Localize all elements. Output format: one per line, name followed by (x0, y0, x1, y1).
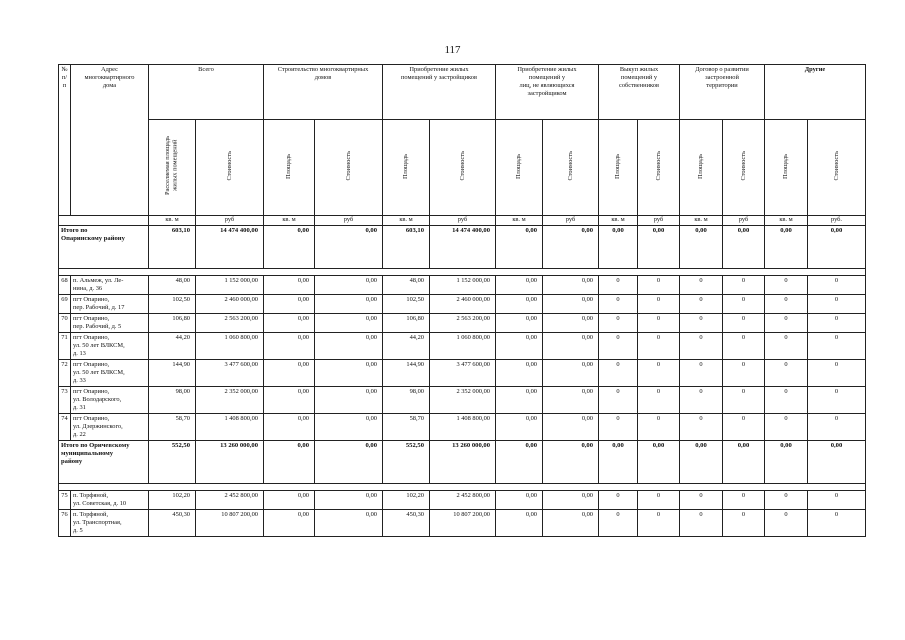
total-cell: 0,00 (543, 441, 599, 484)
row-cell: 1 152 000,00 (196, 276, 264, 295)
row-cell: 0,00 (543, 333, 599, 360)
row-cell: 2 352 000,00 (196, 387, 264, 414)
row-address: пгт Опарино, ул. 50 лет ВЛКСМ, д. 33 (71, 360, 149, 387)
row-cell: 0 (765, 295, 808, 314)
unit-cell: руб (430, 216, 496, 226)
header-sub-cost: Стоимость (638, 120, 680, 216)
row-number: 70 (59, 314, 71, 333)
row-cell: 2 452 800,00 (196, 491, 264, 510)
row-cell: 44,20 (149, 333, 196, 360)
unit-cell: руб (196, 216, 264, 226)
header-group-other: Другие (765, 65, 866, 120)
header-sub-cost: Стоимость (723, 120, 765, 216)
row-cell: 0,00 (264, 333, 315, 360)
page-number: 117 (444, 44, 461, 56)
row-cell: 2 563 200,00 (196, 314, 264, 333)
row-cell: 0,00 (543, 276, 599, 295)
total-cell: 0,00 (765, 226, 808, 269)
row-number: 75 (59, 491, 71, 510)
row-cell: 0 (723, 491, 765, 510)
header-sub-row (59, 120, 866, 216)
row-number: 76 (59, 510, 71, 537)
row-address: пгт Опарино, ул. Володарского, д. 31 (71, 387, 149, 414)
row-cell: 0,00 (315, 314, 383, 333)
row-cell: 0,00 (496, 314, 543, 333)
unit-cell: кв. м (765, 216, 808, 226)
spacer-row (59, 269, 866, 276)
header-group-row (59, 65, 866, 120)
row-cell: 0 (723, 360, 765, 387)
section-title: Итого по Опаринскому району (59, 226, 149, 269)
row-cell: 0 (638, 491, 680, 510)
row-cell: 0,00 (315, 510, 383, 537)
row-cell: 2 452 800,00 (430, 491, 496, 510)
header-sub-cost: Стоимость (315, 120, 383, 216)
row-cell: 0 (723, 414, 765, 441)
row-cell: 0,00 (543, 414, 599, 441)
unit-cell: руб (543, 216, 599, 226)
spacer-row (59, 484, 866, 491)
total-cell: 0,00 (599, 226, 638, 269)
header-sub-cost: Стоимость (430, 120, 496, 216)
row-cell: 0 (638, 333, 680, 360)
total-cell: 0,00 (315, 441, 383, 484)
header-group-buyout: Выкуп жилых помещений у собственников (599, 65, 680, 120)
row-cell: 0,00 (264, 314, 315, 333)
row-cell: 58,70 (383, 414, 430, 441)
total-cell: 13 260 000,00 (430, 441, 496, 484)
row-cell: 0,00 (315, 360, 383, 387)
resettlement-table (58, 64, 866, 537)
total-cell: 0,00 (315, 226, 383, 269)
row-cell: 0,00 (543, 491, 599, 510)
row-cell: 0,00 (543, 295, 599, 314)
header-group-non-developer: Приобретение жилых помещений у лиц, не являющихся застройщиком (496, 65, 599, 120)
row-cell: 48,00 (149, 276, 196, 295)
header-sub-area: Площадь (765, 120, 808, 216)
unit-cell: кв. м (383, 216, 430, 226)
row-cell: 0 (599, 333, 638, 360)
total-cell: 14 474 400,00 (196, 226, 264, 269)
table-row (59, 491, 866, 510)
unit-cell: кв. м (680, 216, 723, 226)
row-cell: 1 408 800,00 (196, 414, 264, 441)
table-row (59, 510, 866, 537)
total-cell: 552,50 (383, 441, 430, 484)
row-number: 71 (59, 333, 71, 360)
row-cell: 0 (638, 414, 680, 441)
units-row (59, 216, 866, 226)
row-cell: 0 (638, 360, 680, 387)
total-cell: 0,00 (496, 441, 543, 484)
unit-cell: руб (638, 216, 680, 226)
row-cell: 0,00 (543, 360, 599, 387)
row-cell: 1 152 000,00 (430, 276, 496, 295)
spacer-cell (59, 269, 866, 276)
total-cell: 0,00 (765, 441, 808, 484)
row-cell: 98,00 (383, 387, 430, 414)
row-cell: 0 (599, 491, 638, 510)
row-cell: 0 (723, 295, 765, 314)
row-cell: 0,00 (496, 387, 543, 414)
total-cell: 603,10 (383, 226, 430, 269)
row-address: п. Торфяной, ул. Транспортная, д. 5 (71, 510, 149, 537)
row-cell: 0,00 (543, 314, 599, 333)
row-number: 68 (59, 276, 71, 295)
row-cell: 144,90 (383, 360, 430, 387)
header-sub-cost: Стоимость (543, 120, 599, 216)
table-row (59, 333, 866, 360)
header-sub-area: Площадь (383, 120, 430, 216)
row-cell: 450,30 (383, 510, 430, 537)
unit-cell: кв. м (149, 216, 196, 226)
row-cell: 0,00 (264, 414, 315, 441)
total-cell: 552,50 (149, 441, 196, 484)
row-cell: 0 (723, 276, 765, 295)
row-cell: 0 (680, 387, 723, 414)
row-cell: 2 460 000,00 (430, 295, 496, 314)
row-cell: 0 (723, 387, 765, 414)
row-address: пгт Опарино, пер. Рабочий, д. 17 (71, 295, 149, 314)
row-cell: 58,70 (149, 414, 196, 441)
row-cell: 0 (723, 314, 765, 333)
row-cell: 0 (638, 295, 680, 314)
total-cell: 0,00 (264, 226, 315, 269)
section-total-row (59, 441, 866, 484)
row-cell: 102,20 (383, 491, 430, 510)
row-cell: 0 (765, 491, 808, 510)
row-cell: 0,00 (315, 276, 383, 295)
total-cell: 0,00 (599, 441, 638, 484)
row-cell: 0 (680, 314, 723, 333)
total-cell: 0,00 (723, 226, 765, 269)
unit-cell: руб. (808, 216, 866, 226)
header-group-construction: Строительство многоквартирных домов (264, 65, 383, 120)
row-cell: 0 (599, 387, 638, 414)
row-cell: 0 (723, 510, 765, 537)
row-cell: 0 (638, 276, 680, 295)
row-cell: 0,00 (264, 360, 315, 387)
row-cell: 0 (599, 295, 638, 314)
unit-cell: руб (723, 216, 765, 226)
row-cell: 0 (808, 360, 866, 387)
row-cell: 0 (808, 276, 866, 295)
row-cell: 0,00 (315, 491, 383, 510)
row-address: п. Альмеж, ул. Ле- нина, д. 36 (71, 276, 149, 295)
row-cell: 0 (765, 314, 808, 333)
header-address: Адрес многоквартирного дома (71, 65, 149, 216)
header-sub-area: Площадь (264, 120, 315, 216)
row-cell: 48,00 (383, 276, 430, 295)
header-sub-area: Расселяемая площадь жилых помещений (149, 120, 196, 216)
row-cell: 98,00 (149, 387, 196, 414)
row-cell: 0 (599, 510, 638, 537)
total-cell: 0,00 (496, 226, 543, 269)
total-cell: 603,10 (149, 226, 196, 269)
row-cell: 0,00 (496, 414, 543, 441)
row-cell: 0 (723, 333, 765, 360)
row-cell: 3 477 600,00 (430, 360, 496, 387)
row-cell: 0 (638, 387, 680, 414)
row-cell: 0 (680, 333, 723, 360)
total-cell: 0,00 (680, 226, 723, 269)
row-cell: 2 352 000,00 (430, 387, 496, 414)
row-cell: 0 (765, 510, 808, 537)
header-sub-area: Площадь (599, 120, 638, 216)
row-cell: 1 408 800,00 (430, 414, 496, 441)
row-cell: 0 (808, 414, 866, 441)
units-blank (59, 216, 149, 226)
table-row (59, 314, 866, 333)
row-cell: 0,00 (496, 276, 543, 295)
row-cell: 0,00 (315, 387, 383, 414)
header-num: № п/п (59, 65, 71, 216)
row-cell: 0,00 (264, 510, 315, 537)
row-cell: 0 (765, 276, 808, 295)
row-cell: 0 (599, 414, 638, 441)
row-cell: 102,20 (149, 491, 196, 510)
header-group-developer: Приобретение жилых помещений у застройщиков (383, 65, 496, 120)
total-cell: 0,00 (264, 441, 315, 484)
section-title: Итого по Оричевскому муниципальному району (59, 441, 149, 484)
row-cell: 0,00 (543, 510, 599, 537)
row-cell: 0 (808, 491, 866, 510)
row-cell: 0 (599, 360, 638, 387)
row-cell: 450,30 (149, 510, 196, 537)
row-cell: 106,80 (383, 314, 430, 333)
spacer-cell (59, 484, 866, 491)
row-cell: 0 (808, 333, 866, 360)
table-row (59, 414, 866, 441)
row-cell: 0 (599, 276, 638, 295)
row-cell: 0 (765, 333, 808, 360)
row-cell: 0 (808, 510, 866, 537)
row-cell: 0 (599, 314, 638, 333)
row-number: 74 (59, 414, 71, 441)
row-cell: 0 (680, 360, 723, 387)
row-cell: 0,00 (496, 360, 543, 387)
row-cell: 0 (765, 387, 808, 414)
row-cell: 0,00 (496, 295, 543, 314)
total-cell: 0,00 (808, 226, 866, 269)
header-sub-cost: Стоимость (196, 120, 264, 216)
total-cell: 14 474 400,00 (430, 226, 496, 269)
row-cell: 0,00 (496, 333, 543, 360)
row-cell: 102,50 (149, 295, 196, 314)
row-cell: 1 060 800,00 (430, 333, 496, 360)
unit-cell: кв. м (264, 216, 315, 226)
row-cell: 0 (808, 387, 866, 414)
row-cell: 0 (638, 510, 680, 537)
table-row (59, 360, 866, 387)
row-cell: 44,20 (383, 333, 430, 360)
row-cell: 0 (680, 414, 723, 441)
row-cell: 0,00 (496, 491, 543, 510)
row-number: 73 (59, 387, 71, 414)
unit-cell: руб (315, 216, 383, 226)
row-address: пгт Опарино, ул. 50 лет ВЛКСМ, д. 13 (71, 333, 149, 360)
total-cell: 0,00 (638, 226, 680, 269)
row-address: пгт Опарино, ул. Дзержинского, д. 22 (71, 414, 149, 441)
row-cell: 10 807 200,00 (196, 510, 264, 537)
row-cell: 0 (808, 314, 866, 333)
row-address: п. Торфяной, ул. Советская, д. 10 (71, 491, 149, 510)
header-sub-area: Площадь (680, 120, 723, 216)
total-cell: 0,00 (638, 441, 680, 484)
row-cell: 0,00 (264, 491, 315, 510)
table-row (59, 276, 866, 295)
header-sub-cost: Стоимость (808, 120, 866, 216)
row-cell: 2 460 000,00 (196, 295, 264, 314)
row-cell: 0,00 (315, 333, 383, 360)
row-cell: 102,50 (383, 295, 430, 314)
section-total-row (59, 226, 866, 269)
total-cell: 0,00 (808, 441, 866, 484)
row-cell: 0 (680, 510, 723, 537)
row-cell: 106,80 (149, 314, 196, 333)
row-number: 72 (59, 360, 71, 387)
table-row (59, 387, 866, 414)
unit-cell: кв. м (599, 216, 638, 226)
row-cell: 0 (808, 295, 866, 314)
total-cell: 0,00 (723, 441, 765, 484)
row-cell: 0,00 (315, 295, 383, 314)
row-cell: 0,00 (264, 295, 315, 314)
row-cell: 10 807 200,00 (430, 510, 496, 537)
row-cell: 0 (680, 491, 723, 510)
row-cell: 0 (765, 414, 808, 441)
row-cell: 1 060 800,00 (196, 333, 264, 360)
total-cell: 13 260 000,00 (196, 441, 264, 484)
header-group-development: Договор о развитии застроенной территории (680, 65, 765, 120)
row-cell: 0 (638, 314, 680, 333)
row-cell: 3 477 600,00 (196, 360, 264, 387)
row-cell: 0,00 (543, 387, 599, 414)
row-number: 69 (59, 295, 71, 314)
row-cell: 0,00 (315, 414, 383, 441)
row-cell: 0 (680, 295, 723, 314)
row-cell: 0 (765, 360, 808, 387)
total-cell: 0,00 (680, 441, 723, 484)
row-cell: 144,90 (149, 360, 196, 387)
row-cell: 0,00 (496, 510, 543, 537)
row-address: пгт Опарино, пер. Рабочий, д. 5 (71, 314, 149, 333)
row-cell: 0 (680, 276, 723, 295)
row-cell: 0,00 (264, 276, 315, 295)
header-sub-area: Площадь (496, 120, 543, 216)
row-cell: 2 563 200,00 (430, 314, 496, 333)
unit-cell: кв. м (496, 216, 543, 226)
total-cell: 0,00 (543, 226, 599, 269)
header-group-total: Всего (149, 65, 264, 120)
row-cell: 0,00 (264, 387, 315, 414)
table-row (59, 295, 866, 314)
table-body (59, 226, 866, 537)
